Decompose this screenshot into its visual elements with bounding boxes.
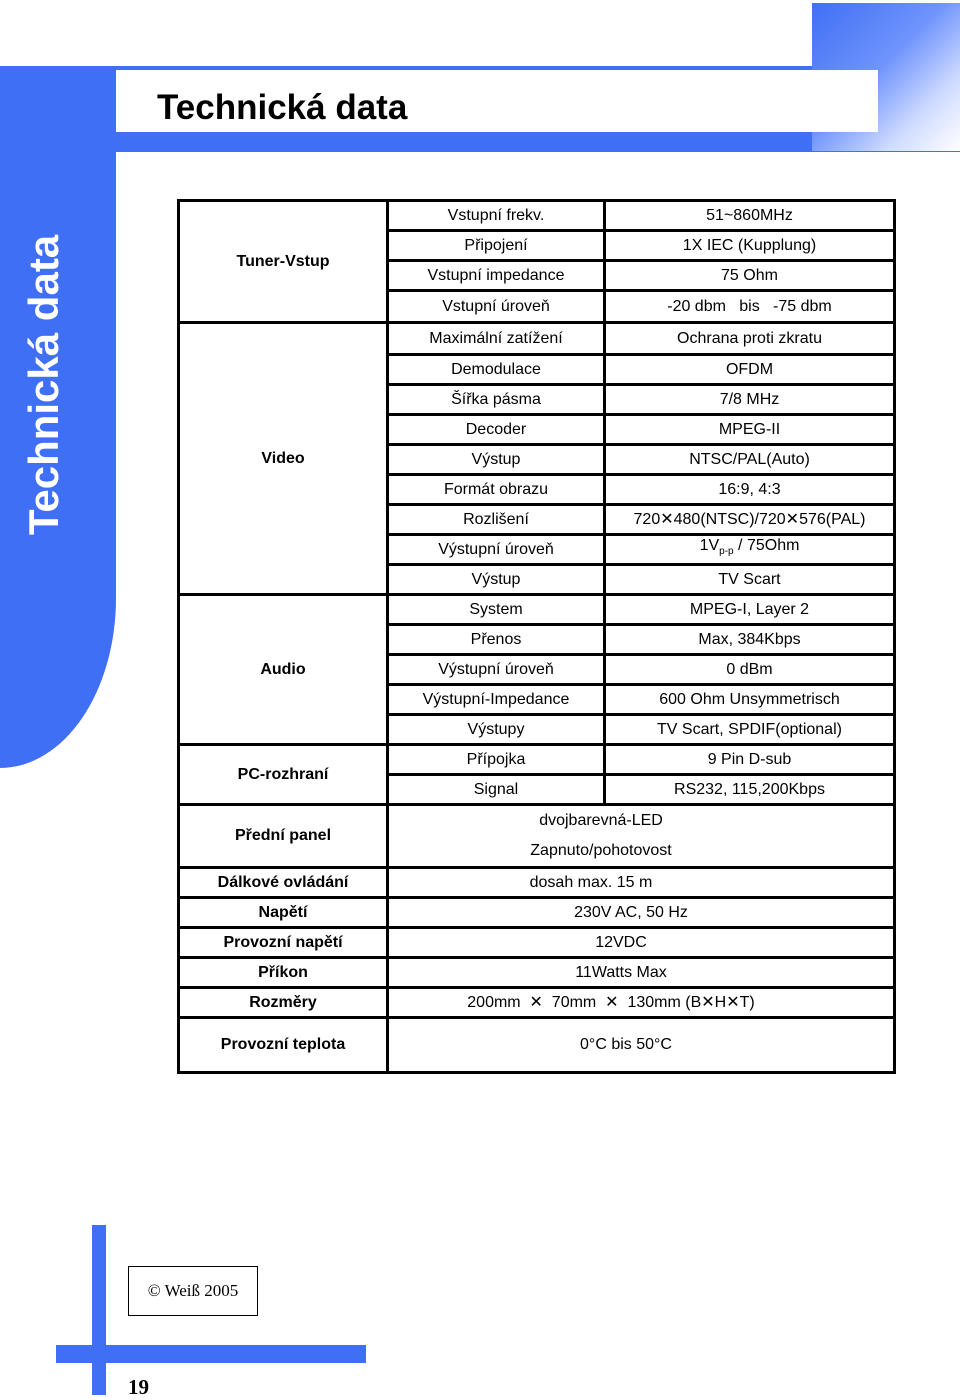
table-row <box>179 323 895 355</box>
param-cell: Přenos <box>388 625 605 655</box>
param-cell: System <box>388 595 605 625</box>
category-pc: PC-rozhraní <box>179 745 388 805</box>
category-video: Video <box>179 323 388 595</box>
category-op-voltage: Provozní napětí <box>179 928 388 958</box>
power-value: 11Watts Max <box>388 958 895 988</box>
value-cell: TV Scart <box>605 565 895 595</box>
param-cell: Výstupní úroveň <box>388 655 605 685</box>
param-cell: Výstupní-Impedance <box>388 685 605 715</box>
param-cell: Vstupní frekv. <box>388 201 605 231</box>
output-level-main: 1V <box>699 537 720 555</box>
table-row <box>179 1018 895 1073</box>
param-cell: Výstup <box>388 565 605 595</box>
table-row <box>179 745 895 775</box>
value-cell: 51~860MHz <box>605 201 895 231</box>
category-dimensions: Rozměry <box>179 988 388 1018</box>
param-cell: Výstupy <box>388 715 605 745</box>
table-row <box>179 805 895 868</box>
front-panel-value <box>388 805 895 868</box>
dimensions-value: 200mm ✕ 70mm ✕ 130mm (B✕H✕T) <box>388 988 895 1018</box>
param-cell: Maximální zatížení <box>388 323 605 355</box>
value-cell: Ochrana proti zkratu <box>605 323 895 355</box>
value-cell: 0 dBm <box>605 655 895 685</box>
table-row <box>179 958 895 988</box>
table-row <box>179 988 895 1018</box>
side-title: Technická data <box>20 234 67 536</box>
param-cell: Formát obrazu <box>388 475 605 505</box>
value-cell: MPEG-I, Layer 2 <box>605 595 895 625</box>
category-audio: Audio <box>179 595 388 745</box>
value-cell: 600 Ohm Unsymmetrisch <box>605 685 895 715</box>
temperature-value: 0°C bis 50°C <box>388 1018 895 1073</box>
front-panel-line2: Zapnuto/pohotovost <box>530 842 672 859</box>
spec-table <box>177 199 896 1074</box>
footer-bar-vertical <box>92 1225 106 1395</box>
category-voltage: Napětí <box>179 898 388 928</box>
param-cell: Decoder <box>388 415 605 445</box>
category-power: Příkon <box>179 958 388 988</box>
value-cell: 75 Ohm <box>605 261 895 291</box>
front-panel-line1: dvojbarevná-LED <box>539 812 663 829</box>
table-row <box>179 868 895 898</box>
category-temperature: Provozní teplota <box>179 1018 388 1073</box>
param-cell: Přípojka <box>388 745 605 775</box>
category-tuner: Tuner-Vstup <box>179 201 388 323</box>
output-level-sub: p-p <box>719 546 734 558</box>
param-cell: Připojení <box>388 231 605 261</box>
copyright-text: © Weiß 2005 <box>147 1281 239 1300</box>
output-level-rest: / 75Ohm <box>733 537 800 555</box>
value-cell: RS232, 115,200Kbps <box>605 775 895 805</box>
param-cell: Signal <box>388 775 605 805</box>
param-cell: Výstup <box>388 445 605 475</box>
value-cell: TV Scart, SPDIF(optional) <box>605 715 895 745</box>
param-cell: Rozlišení <box>388 505 605 535</box>
op-voltage-value: 12VDC <box>388 928 895 958</box>
value-cell: Max, 384Kbps <box>605 625 895 655</box>
value-cell: 1X IEC (Kupplung) <box>605 231 895 261</box>
table-row <box>179 201 895 231</box>
table-row <box>179 928 895 958</box>
value-cell: NTSC/PAL(Auto) <box>605 445 895 475</box>
value-cell: 16:9, 4:3 <box>605 475 895 505</box>
param-cell: Demodulace <box>388 355 605 385</box>
param-cell: Vstupní úroveň <box>388 291 605 323</box>
value-cell: OFDM <box>605 355 895 385</box>
page-title: Technická data <box>157 88 408 127</box>
category-remote: Dálkové ovládání <box>179 868 388 898</box>
value-cell: 7/8 MHz <box>605 385 895 415</box>
value-cell <box>605 535 895 565</box>
param-cell: Vstupní impedance <box>388 261 605 291</box>
remote-value: dosah max. 15 m <box>388 868 895 898</box>
category-front-panel: Přední panel <box>179 805 388 868</box>
value-cell: 720✕480(NTSC)/720✕576(PAL) <box>605 505 895 535</box>
param-cell: Výstupní úroveň <box>388 535 605 565</box>
param-cell: Šířka pásma <box>388 385 605 415</box>
footer-bar-horizontal <box>56 1345 366 1363</box>
value-cell: -20 dbm bis -75 dbm <box>605 291 895 323</box>
table-row <box>179 595 895 625</box>
value-cell: 9 Pin D-sub <box>605 745 895 775</box>
page-number: 19 <box>128 1375 149 1399</box>
voltage-value: 230V AC, 50 Hz <box>388 898 895 928</box>
table-row <box>179 898 895 928</box>
value-cell: MPEG-II <box>605 415 895 445</box>
copyright-box <box>128 1266 258 1316</box>
